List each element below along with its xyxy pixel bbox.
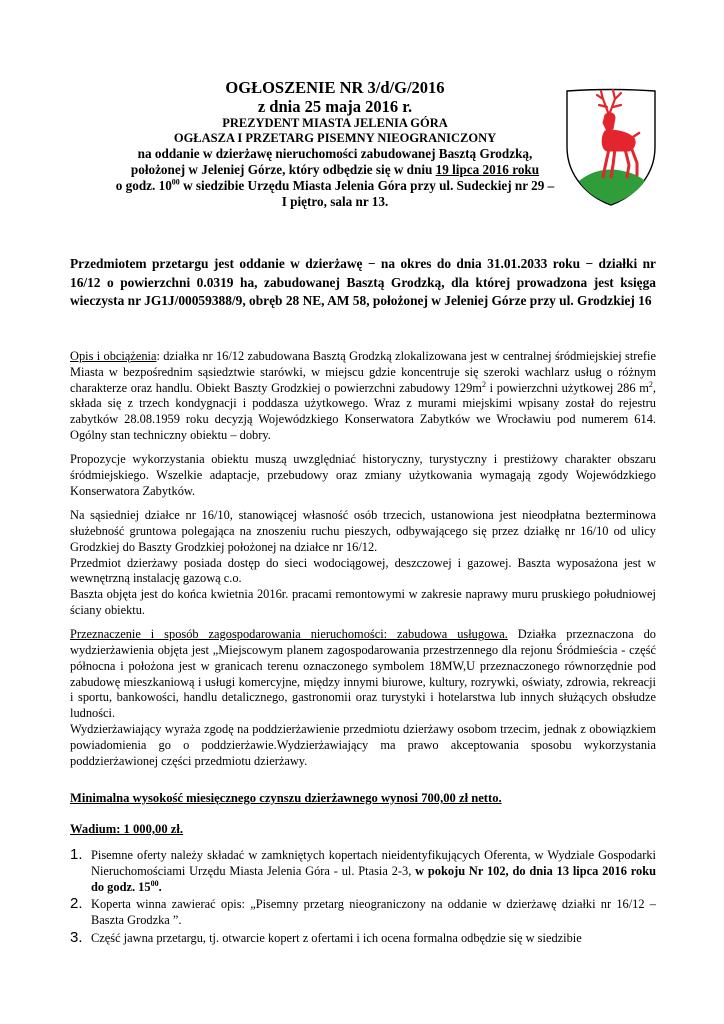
- list-item-bold: w pokoju Nr 102, do dnia 13 lipca 2016 roku do godz. 15: [91, 863, 657, 894]
- header-line-2: [55, 162, 615, 178]
- list-item-sup: 00: [150, 878, 159, 888]
- utilities-paragraph: Przedmiot dzierżawy posiada dostęp do sieci wodociągowej, deszczowej i gazowej. Baszta wyposażona jest w wewnętrzną instalację gazową c.o.: [70, 555, 656, 586]
- usage-proposals-paragraph: Propozycje wykorzystania obiektu muszą uwzględniać historyczny, turystyczny i prestiżowy charakter obszaru śródmiejskiego. Wszelkie adaptacje, przebudowy oraz zmiany użytkowania wymagają zgody Wojewódzkiego Konserwatora Zabytków.: [70, 452, 656, 498]
- list-item-number: 1.: [70, 846, 83, 863]
- description-sup-2: 2: [648, 379, 653, 389]
- description-sup-1: 2: [481, 379, 486, 389]
- announcement-header: [55, 78, 615, 210]
- header-line-1: na oddanie w dzierżawę nieruchomości zabudowanej Basztą Grodzką,: [137, 146, 533, 161]
- terms-list: [70, 848, 656, 949]
- deposit-amount: Wadium: 1 000,00 zł.: [70, 822, 183, 836]
- auction-date: 19 lipca 2016 roku: [435, 162, 540, 177]
- description-label: Opis i obciążenia: [70, 349, 157, 363]
- minimum-rent: Minimalna wysokość miesięcznego czynszu dzierżawnego wynosi 700,00 zł netto.: [70, 791, 502, 805]
- header-line-3-post: w siedzibie Urzędu Miasta Jelenia Góra przy ul. Sudeckiej nr 29 –: [179, 178, 555, 193]
- description-paragraph: [70, 349, 656, 444]
- header-line-3-sup: 00: [171, 177, 180, 187]
- header-line-3: [55, 178, 615, 194]
- announcement-date: z dnia 25 maja 2016 r.: [257, 97, 413, 116]
- list-item-text: Koperta winna zawierać opis: „Pisemny przetarg nieograniczony na oddanie w dzierżawę działki nr 16/12 – Baszta Grodzka ”.: [91, 897, 656, 928]
- zoning-paragraph: [70, 627, 656, 722]
- renovation-paragraph: Baszta objęta jest do końca kwietnia 2016r. pracami remontowymi w zakresie naprawy muru pruskiego południowej ściany obiektu.: [70, 587, 656, 617]
- zoning-label: Przeznaczenie i sposób zagospodarowania nieruchomości: zabudowa usługowa.: [70, 627, 508, 642]
- list-item: [70, 928, 656, 947]
- city-crest-icon: [563, 85, 659, 209]
- auction-subject: Przedmiotem przetargu jest oddanie w dzierżawę − na okres do dnia 31.01.2033 roku − działki nr 16/12 o powierzchni 0.0319 ha, zabudowanej Basztą Grodzką, dla której prowadzona jest księga wieczysta nr JG1J/00059388/9, obręb 28 NE, AM 58, położonej w Jeleniej Górze przy ul. Grodzkiej 16: [70, 256, 656, 308]
- list-item-number: 2.: [70, 895, 83, 913]
- header-line-3-pre: o godz. 10: [115, 178, 172, 193]
- list-item-number: 3.: [70, 928, 83, 946]
- description-text-a: : działka nr 16/12 zabudowana Basztą Grodzką zlokalizowana jest w centralnej śródmiejskiej strefie Miasta w bezpośrednim sąsiedztwie starówki, w miejscu gdzie koncentruje się szeroki wachlarz usług o różnym charakterze oraz handlu. Obiekt Baszty Grodzkiej o powierzchni zabudowy 129m: [70, 349, 656, 395]
- mayor-line: PREZYDENT MIASTA JELENIA GÓRA: [222, 116, 448, 130]
- description-text-c: , składa się z trzech kondygnacji i poddasza użytkowego. Wraz z murami miejskimi wpisany został do rejestru zabytków 28.08.1959 roku decyzją Wojewódzkiego Konserwatora Zabytków we Wrocławiu pod numerem 614. Ogólny stan techniczny obiektu – dobry.: [70, 380, 656, 442]
- zoning-text: Działka przeznaczona do wydzierżawienia objęta jest „Miejscowym planem zagospodarowania przestrzennego dla rejonu Śródmieścia - część północna i położona jest w granicach terenu oznaczonego symbolem 18MW,U przeznaczonego równorzędnie pod zabudowę mieszkaniową i usługi komercyjne, między innymi biurowe, kultury, rozrywki, oświaty, zdrowia, rekreacji i sportu, bankowości, handlu detalicznego, gastronomii oraz turystyki i hotelarstwa lub innych służących obsłudze ludności.: [70, 627, 656, 721]
- announcement-title: OGŁOSZENIE NR 3/d/G/2016: [225, 78, 445, 97]
- description-text-b: i powierzchni użytkowej 286 m: [485, 380, 649, 395]
- list-item: [70, 848, 656, 895]
- list-item: [70, 897, 656, 929]
- easement-paragraph: Na sąsiedniej działce nr 16/10, stanowiącej własność osób trzecich, ustanowiona jest nieodpłatna bezterminowa służebność gruntowa polegająca na znoszeniu ruchu pieszych, odbywającego się przez działkę nr 16/10 od ulicy Grodzkiej do Baszty Grodzkiej położonej na działce nr 16/12.: [70, 508, 656, 554]
- list-item-text: Pisemne oferty należy składać w zamkniętych kopertach nieidentyfikujących Oferenta, w Wydziale Gospodarki Nieruchomościami Urzędu Miasta Jelenia Góra - ul. Ptasia 2-3,: [91, 848, 656, 878]
- sublease-paragraph: Wydzierżawiający wyraża zgodę na poddzierżawienie przedmiotu dzierżawy osobom trzecim, jednak z obowiązkiem powiadomienia go o poddzierżawie.Wydzierżawiający ma prawo akceptowania sposobu wykorzystania poddzierżawionej części przedmiotu dzierżawy.: [70, 722, 656, 768]
- list-item-text: Część jawna przetargu, tj. otwarcie kopert z ofertami i ich ocena formalna odbędzie się w siedzibie: [91, 930, 582, 945]
- header-line-2-text: położonej w Jeleniej Górze, który odbędzie się w dniu: [130, 162, 436, 177]
- property-description: [70, 349, 656, 778]
- list-item-end: .: [158, 879, 162, 894]
- announce-line: OGŁASZA I PRZETARG PISEMNY NIEOGRANICZONY: [173, 131, 497, 145]
- header-line-4: I piętro, sala nr 13.: [281, 194, 389, 209]
